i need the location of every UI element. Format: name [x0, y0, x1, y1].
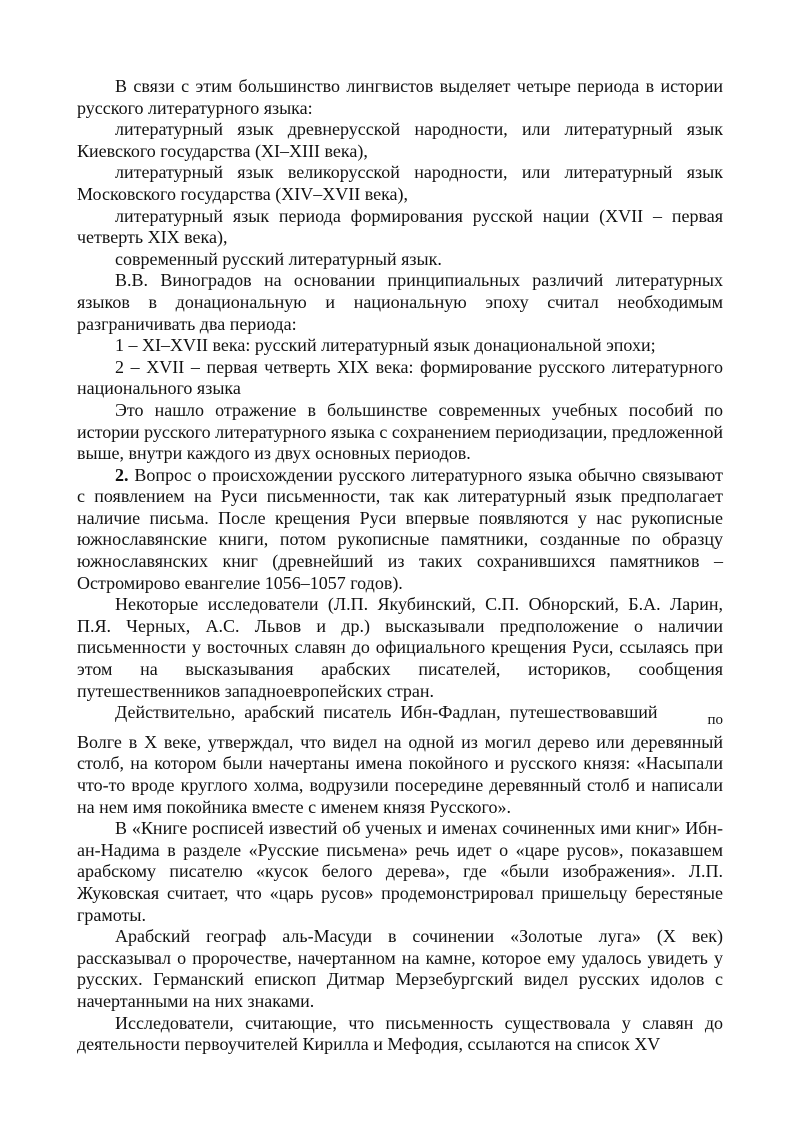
ibn-fadlan-text-b: Волге в X веке, утверждал, что видел на одной из могил дерево или деревянный столб, на котором были начертаны имена покойного и русского князя: «Насыпали что-то вроде круглого холма, водрузили посередине деревянный столб и написали на нем имя покойника вместе с именем князя Русского». — [77, 731, 723, 817]
document-page — [77, 76, 723, 1056]
paragraph-ibn-fadlan — [77, 702, 723, 818]
paragraph-ibn-an-nadim: В «Книге росписей известий об ученых и именах сочиненных ими книг» Ибн-ан-Надима в разделе «Русские письмена» речь идет о «царе русов», показавшем арабскому писателю «кусок белого дерева», где «были изображения». Л.П. Жуковская считает, что «царь русов» продемонстрировал пришельцу берестяные грамоты. — [77, 818, 723, 925]
ibn-fadlan-po: по — [707, 712, 723, 729]
paragraph-intro: В связи с этим большинство лингвистов выделяет четыре периода в истории русского литературного языка: — [77, 76, 723, 118]
vinogradov-period-2: 2 – XVII – первая четверть XIX века: формирование русского литературного национального языка — [77, 356, 723, 399]
section-2-text: Вопрос о происхождении русского литературного языка обычно связывают с появлением на Руси письменности, так как литературный язык предполагает наличие письма. После крещения Руси впервые появляются у нас рукописные южнославянские книги, потом рукописные памятники, созданные по образцу южнославянских книг (древнейший из таких сохранившихся памятников – Остромирово евангелие 1056–1057 годов). — [77, 464, 723, 593]
vinogradov-period-1: 1 – XI–XVII века: русский литературный язык донациональной эпохи; — [115, 335, 656, 356]
paragraph-al-masudi: Арабский географ аль-Масуди в сочинении «Золотые луга» (X век) рассказывал о пророчестве, начертанном на камне, которое ему удалось увидеть у русских. Германский епископ Дитмар Мерзебургский видел русских идолов с начертанными на них знаками. — [77, 926, 723, 1011]
section-number: 2. — [115, 464, 129, 485]
paragraph-researchers: Некоторые исследователи (Л.П. Якубинский, С.П. Обнорский, Б.А. Ларин, П.Я. Черных, А.С. Львов и др.) высказывали предположение о наличии письменности у восточных славян до официального крещения Руси, ссылаясь при этом на высказывания арабских писателей, историков, сообщения путешественников западноевропейских стран. — [77, 594, 723, 701]
ibn-fadlan-text-a: Действительно, арабский писатель Ибн-Фадлан, путешествовавший — [115, 702, 658, 723]
paragraph-section-2 — [77, 465, 723, 595]
period-item-1: литературный язык древнерусской народности, или литературный язык Киевского государства (XI–XIII века), — [77, 119, 723, 161]
period-item-4: современный русский литературный язык. — [115, 248, 442, 269]
paragraph-textbooks: Это нашло отражение в большинстве современных учебных пособий по истории русского литературного языка с сохранением периодизации, предложенной выше, внутри каждого из двух основных периодов. — [77, 399, 723, 464]
period-item-3: литературный язык периода формирования русской нации (XVII – первая четверть XIX века), — [77, 205, 723, 248]
paragraph-vinogradov: В.В. Виноградов на основании принципиальных различий литературных языков в донациональную и национальную эпоху считал необходимым разграничивать два периода: — [77, 270, 723, 334]
paragraph-pre-cyril: Исследователи, считающие, что письменность существовала у славян до деятельности первоучителей Кирилла и Мефодия, ссылаются на список XV — [77, 1012, 723, 1055]
period-item-2: литературный язык великорусской народности, или литературный язык Московского государства (XIV–XVII века), — [77, 162, 723, 204]
